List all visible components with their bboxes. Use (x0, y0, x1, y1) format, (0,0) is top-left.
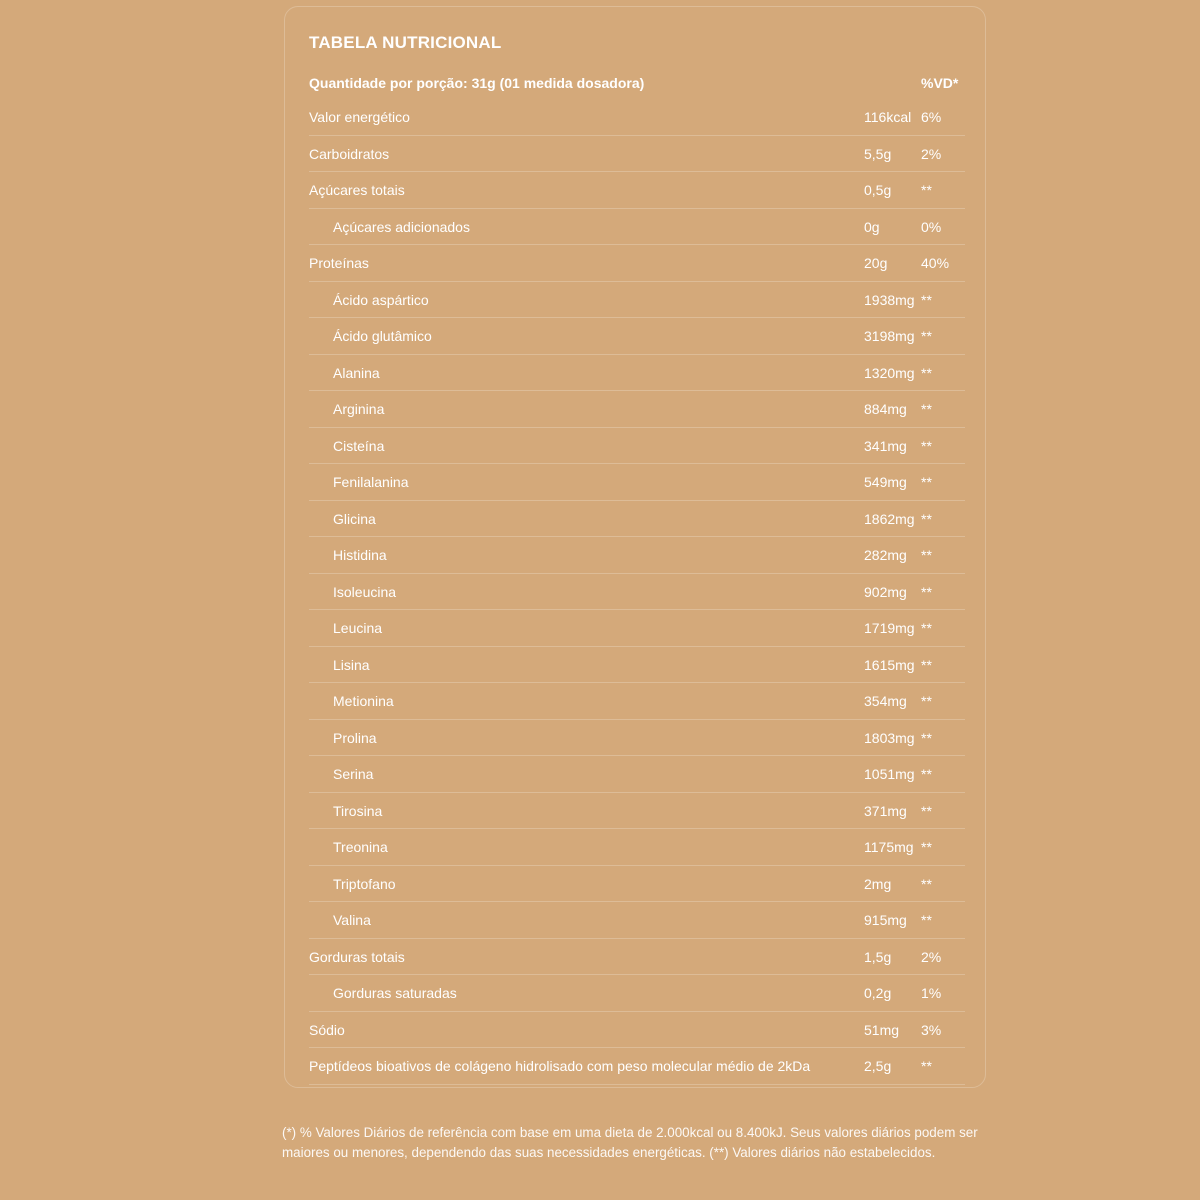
table-row (309, 902, 965, 939)
table-row (309, 99, 965, 136)
nutrient-amount: 1719mg (864, 620, 915, 636)
nutrient-vd: ** (921, 510, 932, 527)
nutrient-amount: 371mg (864, 802, 907, 819)
table-title: TABELA NUTRICIONAL (309, 33, 502, 52)
nutrient-vd: 2% (921, 145, 942, 162)
nutrient-name: Histidina (333, 547, 387, 563)
nutrient-vd: 2% (921, 948, 942, 965)
nutrient-name: Gorduras saturadas (333, 985, 457, 1001)
nutrient-name: Leucina (333, 620, 383, 636)
table-header (309, 75, 965, 97)
nutrient-name: Triptofano (333, 875, 396, 892)
nutrient-name: Treonina (333, 839, 388, 855)
nutrient-vd: ** (921, 401, 932, 417)
nutrient-vd: ** (921, 802, 932, 819)
nutrient-vd: ** (921, 583, 932, 600)
nutrient-vd: 1% (921, 985, 942, 1001)
nutrient-amount: 1862mg (864, 510, 915, 527)
nutrient-vd: 40% (921, 255, 950, 271)
vd-header: %VD* (921, 75, 959, 91)
nutrient-amount: 354mg (864, 693, 907, 709)
table-row (309, 683, 965, 720)
nutrient-amount: 1175mg (864, 839, 914, 855)
nutrient-name: Ácido glutâmico (333, 328, 432, 344)
nutrient-amount: 915mg (864, 912, 907, 928)
nutrient-amount: 5,5g (864, 145, 892, 162)
table-row (309, 829, 965, 866)
nutrient-vd: ** (921, 328, 932, 344)
nutrient-vd: ** (921, 693, 932, 709)
table-row (309, 355, 965, 392)
table-row (309, 172, 965, 209)
nutrient-vd: ** (921, 656, 932, 673)
nutrient-amount: 1320mg (864, 364, 915, 381)
nutrient-amount: 282mg (864, 547, 907, 563)
nutrient-name: Serina (333, 766, 374, 782)
table-row (309, 1048, 965, 1085)
nutrient-name: Tirosina (333, 802, 383, 819)
nutrient-name: Arginina (333, 401, 385, 417)
table-row (309, 318, 965, 355)
nutrient-name: Sódio (309, 1021, 345, 1038)
nutrient-vd: ** (921, 912, 932, 928)
nutrient-amount: 2,5g (864, 1058, 892, 1074)
nutrient-vd: ** (921, 839, 932, 855)
nutrient-rows (309, 99, 965, 1085)
table-row (309, 975, 965, 1012)
table-row (309, 391, 965, 428)
nutrient-vd: ** (921, 729, 932, 746)
nutrient-vd: 6% (921, 109, 942, 125)
nutrient-vd: ** (921, 474, 932, 490)
nutrient-vd: 3% (921, 1021, 942, 1038)
table-row (309, 501, 965, 538)
nutrient-amount: 116kcal (864, 109, 912, 125)
nutrient-amount: 902mg (864, 583, 907, 600)
nutrient-vd: ** (921, 182, 932, 198)
table-row (309, 610, 965, 647)
nutrient-vd: 0% (921, 218, 942, 235)
nutrient-amount: 884mg (864, 401, 907, 417)
nutrient-name: Lisina (333, 656, 370, 673)
nutrient-name: Açúcares adicionados (333, 218, 470, 235)
table-row (309, 464, 965, 501)
portion-label: Quantidade por porção: 31g (01 medida dosadora) (309, 75, 645, 91)
nutrient-name: Cisteína (333, 437, 385, 454)
nutrient-name: Alanina (333, 364, 380, 381)
table-row (309, 136, 965, 173)
table-row (309, 428, 965, 465)
nutrient-name: Proteínas (309, 255, 369, 271)
nutrient-name: Metionina (333, 693, 394, 709)
nutrient-amount: 549mg (864, 474, 907, 490)
table-row (309, 245, 965, 282)
table-row (309, 793, 965, 830)
nutrient-name: Fenilalanina (333, 474, 409, 490)
nutrient-vd: ** (921, 766, 932, 782)
table-row (309, 282, 965, 319)
nutrient-name: Carboidratos (309, 145, 390, 162)
table-row (309, 939, 965, 976)
nutrient-amount: 1938mg (864, 291, 915, 308)
nutrient-vd: ** (921, 364, 932, 381)
nutrient-amount: 1803mg (864, 729, 915, 746)
nutrient-name: Gorduras totais (309, 948, 405, 965)
nutrient-amount: 3198mg (864, 328, 915, 344)
table-row (309, 537, 965, 574)
nutrient-amount: 51mg (864, 1021, 900, 1038)
nutrient-name: Valor energético (309, 109, 410, 125)
nutrient-amount: 0g (864, 218, 880, 235)
nutrient-vd: ** (921, 547, 932, 563)
nutrient-vd: ** (921, 437, 932, 454)
nutrient-amount: 0,2g (864, 985, 892, 1001)
nutrient-amount: 1,5g (864, 948, 892, 965)
nutrient-vd: ** (921, 875, 932, 892)
nutrient-name: Prolina (333, 729, 377, 746)
nutrient-vd: ** (921, 291, 932, 308)
nutrient-amount: 20g (864, 255, 888, 271)
table-row (309, 574, 965, 611)
nutrient-name: Peptídeos bioativos de colágeno hidrolisado com peso molecular médio de 2kDa (309, 1058, 811, 1074)
nutrient-amount: 1615mg (864, 656, 915, 673)
table-row (309, 1012, 965, 1049)
footnote: (*) % Valores Diários de referência com base em uma dieta de 2.000kcal ou 8.400kJ. Seus valores diários podem ser maiores ou menores, dependendo das suas necessidades energéticas. (**) Valores diários não estabelecidos. (282, 1125, 978, 1160)
nutrient-name: Açúcares totais (309, 182, 405, 198)
nutrition-table-card (284, 6, 986, 1088)
nutrient-name: Valina (333, 912, 371, 928)
nutrient-vd: ** (921, 620, 932, 636)
nutrient-amount: 1051mg (864, 766, 915, 782)
nutrient-vd: ** (921, 1058, 932, 1074)
nutrient-name: Glicina (333, 510, 376, 527)
table-row (309, 647, 965, 684)
nutrient-amount: 0,5g (864, 182, 892, 198)
nutrient-amount: 341mg (864, 437, 907, 454)
nutrient-amount: 2mg (864, 875, 892, 892)
table-row (309, 209, 965, 246)
table-row (309, 866, 965, 903)
table-row (309, 720, 965, 757)
nutrient-name: Ácido aspártico (333, 291, 429, 308)
nutrient-name: Isoleucina (333, 583, 397, 600)
table-row (309, 756, 965, 793)
